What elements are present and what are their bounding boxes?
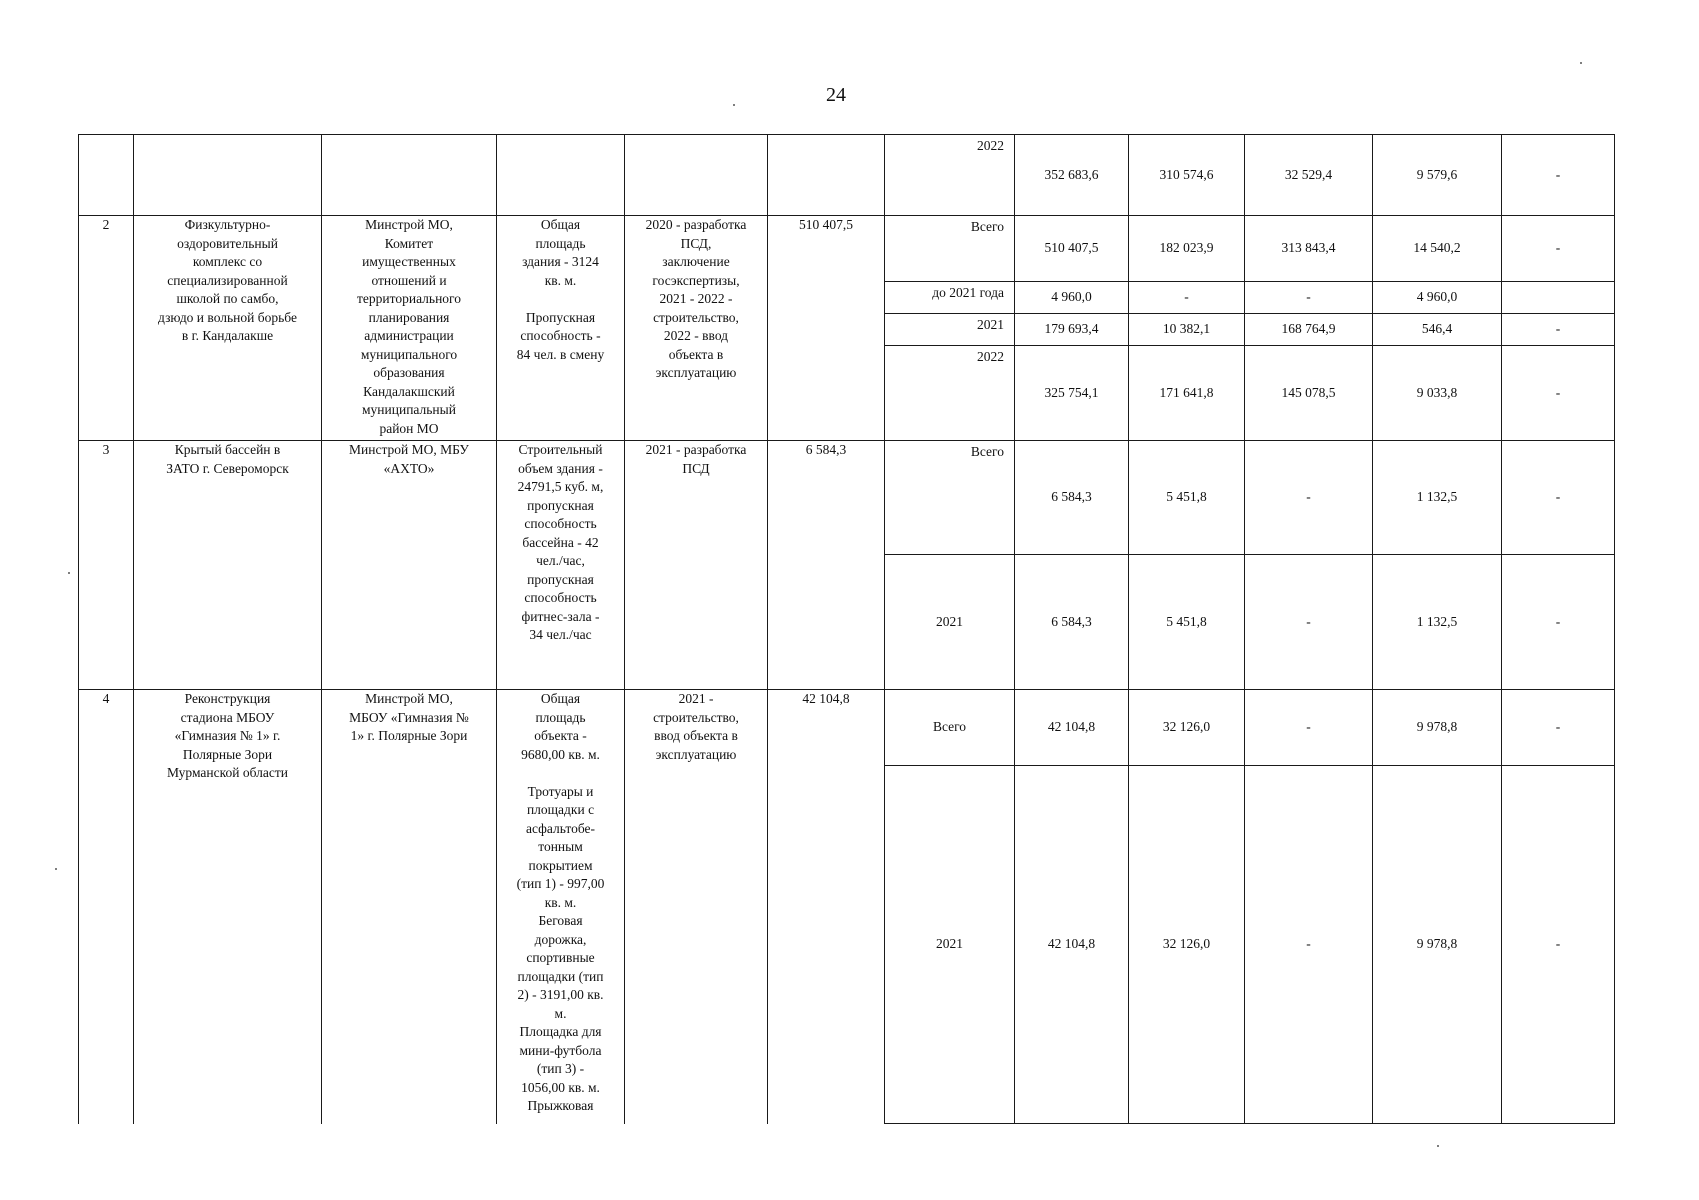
- table-row: [79, 216, 1615, 282]
- cell-year: 2022: [885, 135, 1015, 216]
- cell-no: 4: [79, 690, 134, 1124]
- cell-local: 14 540,2: [1373, 216, 1502, 282]
- cell-year: Всего: [885, 690, 1015, 766]
- cell-local: 9 978,8: [1373, 766, 1502, 1124]
- cell-other: -: [1502, 314, 1615, 346]
- cell-cost: 6 584,3: [768, 441, 885, 690]
- cell-total: 6 584,3: [1015, 555, 1129, 690]
- scan-speck: [55, 868, 57, 870]
- cell-regional: 168 764,9: [1245, 314, 1373, 346]
- cell-federal: 182 023,9: [1129, 216, 1245, 282]
- cell-total: 352 683,6: [1015, 135, 1129, 216]
- cell-federal: 32 126,0: [1129, 690, 1245, 766]
- cell-regional: -: [1245, 441, 1373, 555]
- cell-regional: 145 078,5: [1245, 346, 1373, 441]
- cell-regional: -: [1245, 766, 1373, 1124]
- cell-name: Крытый бассейн в ЗАТО г. Североморск: [134, 441, 322, 690]
- cell-other: -: [1502, 135, 1615, 216]
- cell-customer: Минстрой МО, Комитет имущественных отношений и территориального планирования администрации муниципального образования Кандалакшский муниципальный район МО: [322, 216, 497, 441]
- cell-total: 325 754,1: [1015, 346, 1129, 441]
- cell-local: 1 132,5: [1373, 555, 1502, 690]
- cell-customer: [322, 135, 497, 216]
- page-number: 24: [826, 84, 846, 106]
- cell-name: Реконструкция стадиона МБОУ «Гимназия № 1» г. Полярные Зори Мурманской области: [134, 690, 322, 1124]
- cell-total: 179 693,4: [1015, 314, 1129, 346]
- cell-other: [1502, 282, 1615, 314]
- cell-federal: 10 382,1: [1129, 314, 1245, 346]
- cell-other: -: [1502, 216, 1615, 282]
- cell-year: Всего: [885, 216, 1015, 282]
- cell-year: 2021: [885, 766, 1015, 1124]
- cell-other: -: [1502, 766, 1615, 1124]
- cell-terms: 2021 - строительство, ввод объекта в эксплуатацию: [625, 690, 768, 1124]
- cell-total: 6 584,3: [1015, 441, 1129, 555]
- cell-name: [134, 135, 322, 216]
- investment-table: [78, 134, 1615, 1124]
- cell-federal: 5 451,8: [1129, 555, 1245, 690]
- scan-speck: [1580, 62, 1582, 64]
- cell-capacity: Общая площадь объекта - 9680,00 кв. м. Тротуары и площадки с асфальтобе- тонным покрытием (тип 1) - 997,00 кв. м. Беговая дорожка, спортивные площадки (тип 2) - 3191,00 кв. м. Площадка для мини-футбола (тип 3) - 1056,00 кв. м. Прыжковая: [497, 690, 625, 1124]
- cell-terms: 2020 - разработка ПСД, заключение госэкспертизы, 2021 - 2022 - строительство, 2022 - ввод объекта в эксплуатацию: [625, 216, 768, 441]
- cell-local: 4 960,0: [1373, 282, 1502, 314]
- cell-federal: -: [1129, 282, 1245, 314]
- cell-year: 2022: [885, 346, 1015, 441]
- cell-year: до 2021 года: [885, 282, 1015, 314]
- scan-speck: [68, 572, 70, 574]
- cell-capacity: [497, 135, 625, 216]
- cell-other: -: [1502, 441, 1615, 555]
- cell-cost: 42 104,8: [768, 690, 885, 1124]
- cell-name: Физкультурно- оздоровительный комплекс со специализированной школой по самбо, дзюдо и вольной борьбе в г. Кандалакше: [134, 216, 322, 441]
- cell-regional: -: [1245, 555, 1373, 690]
- cell-other: -: [1502, 555, 1615, 690]
- cell-local: 1 132,5: [1373, 441, 1502, 555]
- cell-regional: 32 529,4: [1245, 135, 1373, 216]
- cell-cost: 510 407,5: [768, 216, 885, 441]
- cell-customer: Минстрой МО, МБОУ «Гимназия № 1» г. Полярные Зори: [322, 690, 497, 1124]
- cell-terms: [625, 135, 768, 216]
- cell-other: -: [1502, 346, 1615, 441]
- table-row: [79, 690, 1615, 766]
- cell-cost: [768, 135, 885, 216]
- cell-local: 546,4: [1373, 314, 1502, 346]
- scan-speck: [733, 104, 735, 106]
- cell-federal: 171 641,8: [1129, 346, 1245, 441]
- cell-year: 2021: [885, 314, 1015, 346]
- cell-capacity: Строительный объем здания - 24791,5 куб. м, пропускная способность бассейна - 42 чел./час, пропускная способность фитнес-зала - 34 чел./час: [497, 441, 625, 690]
- cell-regional: 313 843,4: [1245, 216, 1373, 282]
- cell-customer: Минстрой МО, МБУ «АХТО»: [322, 441, 497, 690]
- cell-other: -: [1502, 690, 1615, 766]
- cell-total: 4 960,0: [1015, 282, 1129, 314]
- cell-no: 3: [79, 441, 134, 690]
- cell-federal: 5 451,8: [1129, 441, 1245, 555]
- cell-total: 510 407,5: [1015, 216, 1129, 282]
- cell-total: 42 104,8: [1015, 690, 1129, 766]
- cell-local: 9 579,6: [1373, 135, 1502, 216]
- cell-regional: -: [1245, 282, 1373, 314]
- cell-federal: 32 126,0: [1129, 766, 1245, 1124]
- table-row: [79, 135, 1615, 216]
- table-row: [79, 441, 1615, 555]
- cell-year: Всего: [885, 441, 1015, 555]
- cell-total: 42 104,8: [1015, 766, 1129, 1124]
- cell-terms: 2021 - разработка ПСД: [625, 441, 768, 690]
- cell-local: 9 033,8: [1373, 346, 1502, 441]
- cell-regional: -: [1245, 690, 1373, 766]
- scan-speck: [1437, 1145, 1439, 1147]
- cell-year: 2021: [885, 555, 1015, 690]
- cell-capacity: Общая площадь здания - 3124 кв. м. Пропускная способность - 84 чел. в смену: [497, 216, 625, 441]
- cell-federal: 310 574,6: [1129, 135, 1245, 216]
- cell-local: 9 978,8: [1373, 690, 1502, 766]
- cell-no: 2: [79, 216, 134, 441]
- cell-no: [79, 135, 134, 216]
